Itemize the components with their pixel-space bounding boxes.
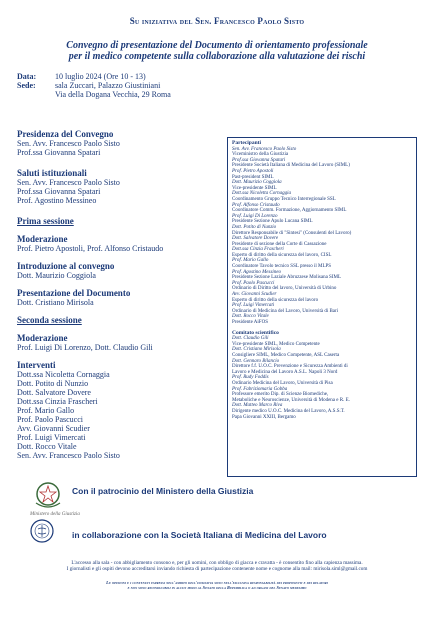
saluti-list [17,178,227,205]
participant-role: Ordinario di Medicina del Lavoro, Università di Bari [232,308,339,314]
list-item: Prof. Luigi Vimercati [17,433,86,442]
access-notes [15,560,419,572]
participant-role: Presidente Sezione Apulo Lucana SIML [232,219,313,225]
committee-list [232,336,412,420]
committee-name: Dott. Claudio Gili [232,336,269,342]
presidenza-heading: Presidenza del Convegno [17,129,114,139]
disclaimer [15,580,419,590]
presentation-heading: Presentazione del Documento [17,288,131,298]
participant-role: Presidente Sezione Laziale Abruzzese Molisana SIML [232,275,341,281]
committee-name: Dott. Cristiano Mirisola [232,347,281,353]
participant-role: Coordinamento Gruppo Tecnico Interregionale SSL [232,196,336,202]
list-item: Prof. Paolo Pascucci [17,415,83,424]
participant-name: Dott.ssa Nicoletta Cornaggia [232,191,292,197]
title-line-2: per il medico competente sulla collaborazione alla valutazione dei rischi [68,51,366,62]
list-item: Sen. Avv. Francesco Paolo Sisto [17,139,120,148]
moderation-1-heading: Moderazione [17,234,68,244]
participant-name: Prof. Agostino Messineo [232,269,282,275]
participant-name: Prof. Luigi Vimercati [232,303,275,309]
presentation-speaker: Dott. Cristiano Mirisola [17,298,94,307]
venue-address: Via della Dogana Vecchia, 29 Roma [55,90,171,99]
committee-role: Ordinario Medicina del Lavoro, Università di Pisa [232,380,333,386]
participants-heading: Partecipanti [232,140,262,146]
participant-name: Prof. Luigi Di Lorenzo [232,213,278,219]
list-item: Dott. Potito di Nunzio [17,379,89,388]
disclaimer-line-1: Le opinioni e i contenuti espressi nell'ambito dell'iniziativa sono nell'esclusiva responsabilità dei proponenti e dei relatori [106,580,328,585]
list-item: Prof.ssa Giovanna Spatari [17,148,101,157]
participant-role: Presidente di sezione della Corte di Cassazione [232,241,327,247]
interventi-list [17,370,227,460]
participants-list [232,147,412,326]
list-item: Dott.ssa Nicoletta Cornaggia [17,370,110,379]
program-column [17,130,227,460]
participant-role: Presidente Società Italiana di Medicina del Lavoro (SIML) [232,163,350,169]
participant-role: Viceministro della Giustizia [232,152,289,158]
committee-role: Metaboliche e Neuroscienze, Università di Modena e R. E. [232,397,350,403]
committee-name: Dott. Gennaro Bilancio [232,358,280,364]
participant-name: Dott. Potito di Nunzio [232,224,277,230]
venue-value: sala Zuccari, Palazzo Giustiniani [55,81,161,90]
committee-role: Papa Giovanni XXIII, Bergamo [232,414,296,420]
committee-role: Dirigente medico U.O.C. Medicina del Lavoro, A.S.S.T. [232,408,345,414]
list-item: Dott. Salvatore Dovere [17,388,91,397]
ministry-emblem-icon [28,479,68,513]
saluti-heading: Saluti istituzionali [17,168,87,178]
participant-role: Presidente AiFOS [232,320,268,325]
participant-role: Ordinario di Diritto del lavoro, Università di Urbino [232,286,337,292]
moderation-2-heading: Moderazione [17,333,68,343]
list-item: Dott. Rocco Vitale [17,442,77,451]
committee-role: Lavoro e Medicina del Lavoro A.S.L. Napoli 3 Nord [232,369,338,375]
committee-heading: Comitato scientifico [232,329,279,336]
date-label: Data: [17,72,37,81]
participant-name: Dott. Salvatore Dovere [232,236,279,242]
title-line-1: Convegno di presentazione del Documento di orientamento professionale [66,40,368,51]
participant-role: Esperto di diritto della sicurezza del lavoro, CISL [232,252,332,258]
list-item: Sen. Avv. Francesco Paolo Sisto [17,178,120,187]
participant-name: Avv. Giovanni Scudier [232,292,277,298]
list-item: Dott.ssa Cinzia Frascheri [17,397,98,406]
list-item: Avv. Giovanni Scudier [17,424,90,433]
interventi-heading: Interventi [17,360,56,370]
committee-name: Prof. Rudy Foddis [232,375,269,381]
participant-name: Prof.ssa Giovanna Spatari [232,157,286,163]
participant-role: Vice-presidente SIML [232,185,277,191]
participant-role: Direttore Responsabile di "Sintesi" (Consulenti del Lavoro) [232,230,352,236]
collaboration-siml: in collaborazione con la Società Italiana di Medicina del Lavoro [72,530,327,540]
intro-heading: Introduzione al convegno [17,261,115,271]
disclaimer-line-2: e non sono riconducibili in alcun modo al Senato della Repubblica o ad organi del Senato medesimo [127,585,307,590]
presidenza-list [17,139,227,157]
moderation-2-names: Prof. Luigi Di Lorenzo, Dott. Claudio Gili [17,343,153,352]
list-item: Sen. Avv. Francesco Paolo Sisto [17,451,120,460]
event-meta [17,72,171,99]
participant-name: Dott. Maurizio Coggiola [232,180,282,186]
patronage-ministry: Con il patrocinio del Ministero della Giustizia [72,486,254,496]
committee-name: Prof. Fabriziomaria Gobba [232,386,288,392]
ministry-caption: Ministero della Giustizia [30,512,80,517]
moderation-1-names: Prof. Pietro Apostoli, Prof. Alfonso Cristaudo [17,244,164,253]
committee-role: Consigliere SIML, Medico Competente, ASL Caserta [232,352,340,358]
list-item: Prof. Agostino Messineo [17,196,97,205]
participant-name: Dott. Rocco Vitale [232,314,269,320]
first-session-heading: Prima sessione [17,216,74,226]
access-note-2: I giornalisti e gli ospiti devono accreditarsi inviando richiesta di partecipazione contenente nome e cognome alla mail: mirisola.siml@gmail.com [66,566,368,572]
siml-logo-icon [28,518,56,544]
participant-name: Prof. Mario Gallo [232,258,269,264]
venue-label: Sede: [17,81,36,90]
committee-role: Vice-presidente SIML, Medico Competente [232,341,320,347]
intro-speaker: Dott. Maurizio Coggiola [17,271,96,280]
committee-name: Dott. Matteo Marco Riva [232,403,283,409]
list-item: Prof. Mario Gallo [17,406,75,415]
access-note-1: L'accesso alla sala - con abbigliamento consono e, per gli uomini, con obbligo di giacca e cravatta - è consentito fino alla capienza massima. [71,560,363,566]
participants-box [227,137,417,477]
committee-role: Direttore f.f. U.O.C. Prevenzione e Sicurezza Ambienti di [232,364,348,370]
participant-name: Prof. Pietro Apostoli [232,168,274,174]
second-session-heading: Seconda sessione [17,315,82,325]
document-title [20,40,414,62]
participant-name: Prof. Paolo Pascucci [232,280,275,286]
participant-role: Past-president SIML [232,174,274,180]
participant-name: Dott.ssa Cinzia Frascheri [232,247,284,253]
date-value: 10 luglio 2024 (Ore 10 - 13) [55,72,146,81]
participant-name: Prof. Alfonso Cristaudo [232,202,280,208]
header-initiative: Su iniziativa del Sen. Francesco Paolo Sisto [129,16,305,26]
participant-role: Coordinatore Tavolo tecnico SSL presso il MLPS [232,264,332,270]
participant-role: Coordinatore Comm. Formazione, Aggiornamento SIML [232,208,347,214]
list-item: Prof.ssa Giovanna Spatari [17,187,101,196]
committee-role: Professore emerito Dip. di Scienze Biomediche, [232,392,329,398]
participant-name: Sen. Avv. Francesco Paolo Sisto [232,146,297,152]
participant-role: Esperto di diritto della sicurezza del lavoro [232,297,319,303]
